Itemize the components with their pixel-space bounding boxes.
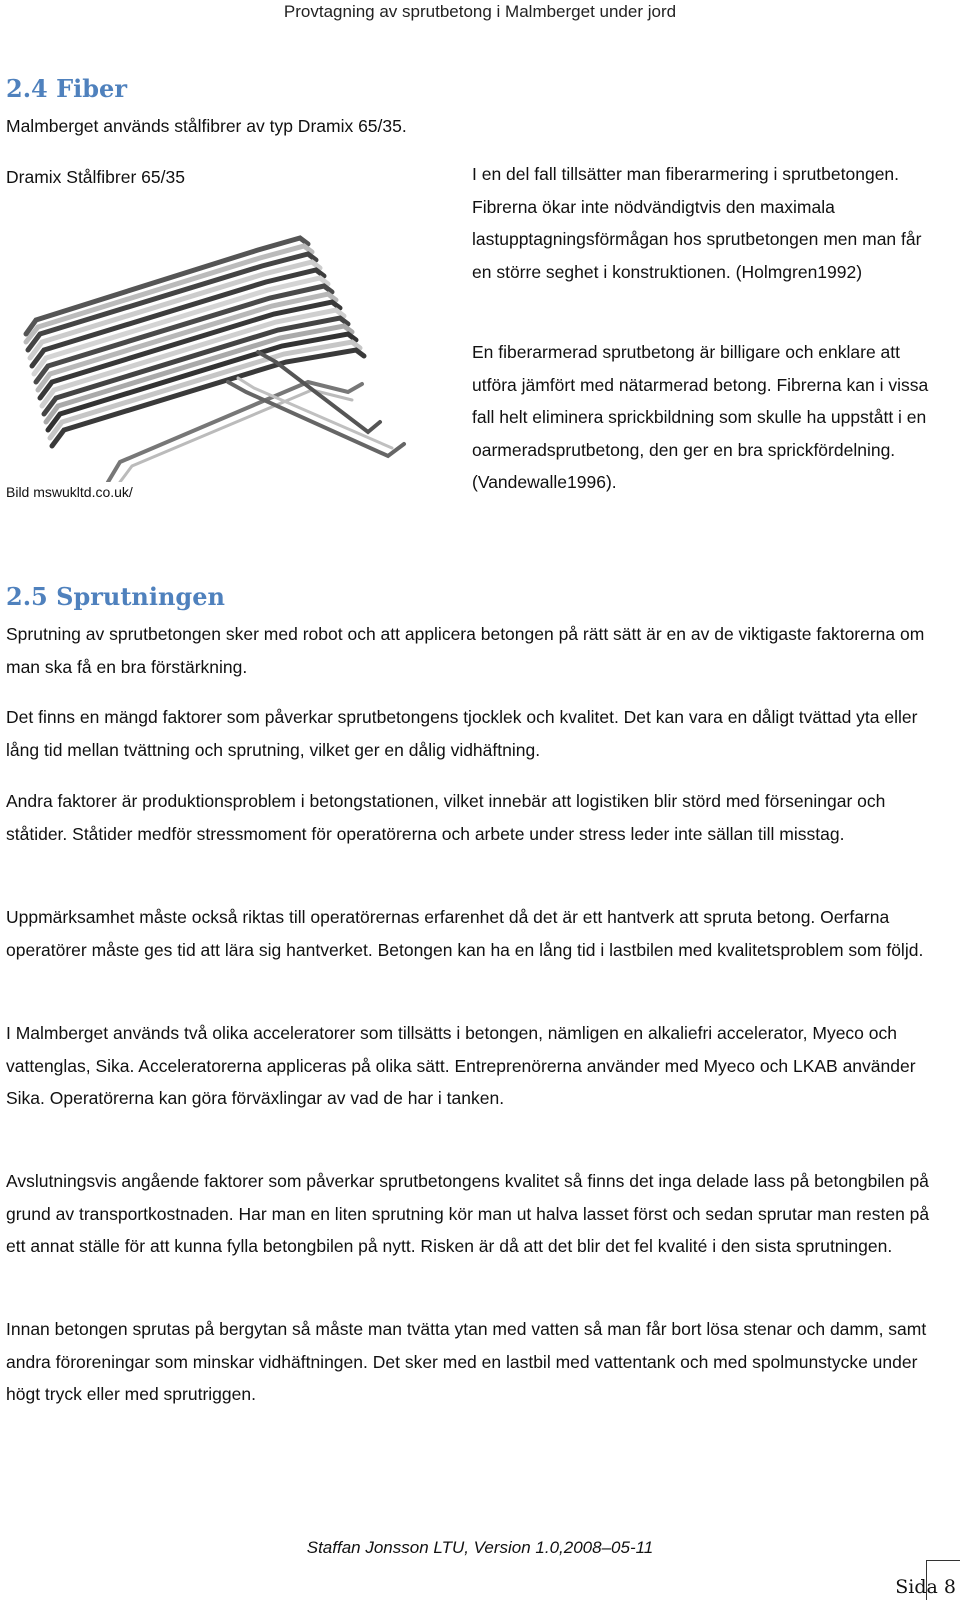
sprutningen-paragraph-2: Det finns en mängd faktorer som påverkar sprutbetongens tjocklek och kvalitet. Det kan vara en dåligt tvättad yta eller lång tid mellan tvättning och sprutning, vilket ger en dålig vidhäftning. xyxy=(6,707,918,760)
fiber-paragraph-2: En fiberarmerad sprutbetong är billigare och enklare att utföra jämfört med nätarmerad betong. Fibrerna kan i vissa fall helt eliminera sprickbildning som skulle ha uppstått i en oarmeradsprutbetong, den ger en bra sprickfördelning.(Vandewalle1996). xyxy=(472,342,929,492)
sprutningen-paragraph-3: Andra faktorer är produktionsproblem i betongstationen, vilket innebär att logistiken blir störd med förseningar och ståtider. Ståtider medför stressmoment för operatörerna och arbete under stress leder inte sällan till misstag. xyxy=(6,791,886,844)
page-footer: Staffan Jonsson LTU, Version 1.0,2008–05-11 xyxy=(306,1538,654,1557)
steel-fibre-illustration xyxy=(8,232,428,482)
sprutningen-paragraph-5: I Malmberget används två olika acceleratorer som tillsätts i betongen, nämligen en alkaliefri accelerator, Myeco och vattenglas, Sika. Acceleratorerna appliceras på olika sätt. Entreprenörerna använder med Myeco och LKAB använder Sika. Operatörerna kan göra förväxlingar av vad de har i tanken. xyxy=(6,1023,916,1108)
steel-fibre-image xyxy=(8,232,428,482)
fiber-paragraph-1: I en del fall tillsätter man fiberarmering i sprutbetongen. Fibrerna ökar inte nödvändigtvis den maximala lastupptagningsförmågan hos sprutbetongen men man får en större seghet i konstruktionen. (Holmgren1992) xyxy=(472,164,922,282)
section-heading-sprutningen: 2.5 Sprutningen xyxy=(6,582,225,611)
fiber-intro: Malmberget används stålfibrer av typ Dramix 65/35. xyxy=(6,116,407,136)
sprutningen-paragraph-1: Sprutning av sprutbetongen sker med robot och att applicera betongen på rätt sätt är en av de viktigaste faktorerna om man ska få en bra förstärkning. xyxy=(6,624,925,677)
image-caption-bottom: Bild mswukltd.co.uk/ xyxy=(6,484,133,500)
footer-divider-horizontal xyxy=(926,1560,960,1561)
sprutningen-paragraph-7: Innan betongen sprutas på bergytan så måste man tvätta ytan med vatten så man får bort lösa stenar och damm, samt andra föroreningar som minskar vidhäftningen. Det sker med en lastbil med vattentank och med spolmunstycke under högt tryck eller med sprutriggen. xyxy=(6,1319,927,1404)
image-caption-top: Dramix Stålfibrer 65/35 xyxy=(6,167,185,187)
page-header: Provtagning av sprutbetong i Malmberget under jord xyxy=(283,2,677,21)
sprutningen-paragraph-6: Avslutningsvis angående faktorer som påverkar sprutbetongens kvalitet så finns det inga delade lass på betongbilen på grund av transportkostnaden. Har man en liten sprutning kör man ut halva lasset först och sedan sprutar man resten på ett annat ställe för att kunna fylla betongbilen på nytt. Risken är då att det blir det fel kvalité i den sista sprutningen. xyxy=(6,1171,930,1256)
sprutningen-paragraph-4: Uppmärksamhet måste också riktas till operatörernas erfarenhet då det är ett hantverk att spruta betong. Oerfarna operatörer måste ges tid att lära sig hantverket. Betongen kan ha en lång tid i lastbilen med kvalitetsproblem som följd. xyxy=(6,907,924,960)
section-heading-fiber: 2.4 Fiber xyxy=(6,74,127,103)
page-number: Sida 8 xyxy=(895,1576,956,1598)
